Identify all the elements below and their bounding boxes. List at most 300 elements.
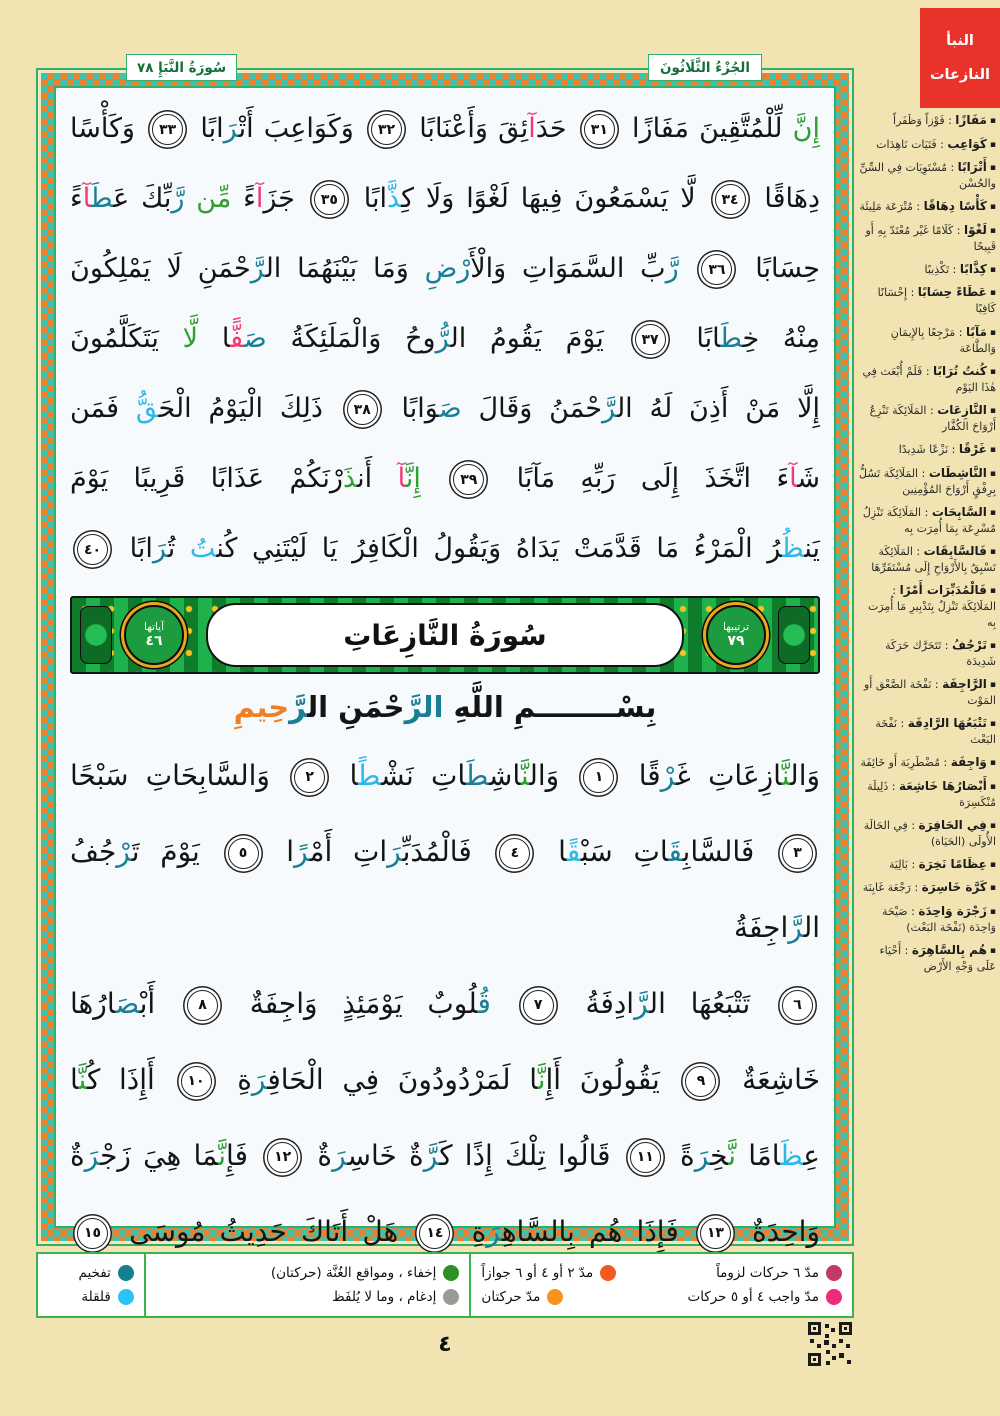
note-term: غَرْقًا bbox=[958, 441, 987, 456]
quran-text-segment: وَمَا بَيْنَهُمَا ال bbox=[265, 253, 425, 284]
quran-text-segment: عِ bbox=[803, 1139, 821, 1172]
legend-dot-icon bbox=[118, 1265, 134, 1281]
quran-text-segment: قَالُوا تِلْكَ إِذًا كَ bbox=[439, 1139, 623, 1172]
bullet-icon: ▪ bbox=[989, 946, 996, 957]
surah-order-label: ترتيبها bbox=[723, 620, 750, 633]
quran-line bbox=[70, 738, 820, 814]
quran-text-segment: اتِ سَبْ bbox=[580, 835, 669, 868]
verse-number-medallion: ٣١ bbox=[584, 114, 615, 145]
quran-line bbox=[70, 814, 820, 966]
quran-text-segment: نَّ bbox=[728, 1139, 737, 1172]
legend-dot-icon bbox=[547, 1289, 563, 1305]
quran-text-segment: رَ bbox=[152, 533, 168, 564]
note-separator: : bbox=[949, 262, 960, 276]
quran-text-segment: إِنَّ bbox=[405, 463, 421, 494]
quran-text-segment: ال bbox=[307, 690, 329, 724]
legend-row bbox=[156, 1289, 460, 1305]
bullet-icon: ▪ bbox=[989, 906, 996, 917]
quran-text-segment: رَّ bbox=[602, 393, 617, 424]
bullet-icon: ▪ bbox=[989, 468, 996, 479]
bullet-icon: ▪ bbox=[989, 163, 996, 174]
note-definition: أَحْيَاء عَلَى وَجْهِ الأَرْض bbox=[879, 944, 996, 974]
quran-text-segment: خَاشِعَةٌ bbox=[723, 1063, 821, 1096]
note-separator: : bbox=[926, 403, 938, 417]
side-tab-naziat-label: النازعات bbox=[929, 67, 991, 84]
quran-text-segment: اتِ أَمْ bbox=[309, 835, 388, 868]
margin-note bbox=[858, 778, 996, 811]
verse-number-medallion: ١٤ bbox=[419, 1218, 450, 1249]
note-separator: : bbox=[892, 583, 900, 597]
legend-label: مدّ ٦ حركات لزوماً bbox=[716, 1264, 819, 1281]
quran-line bbox=[70, 1118, 820, 1194]
note-definition: رَجْعَة غَابِنَة bbox=[862, 881, 911, 895]
legend-dot-icon bbox=[443, 1289, 459, 1305]
bullet-icon: ▪ bbox=[989, 116, 996, 126]
legend-row bbox=[481, 1265, 842, 1281]
quran-text-segment: صَ bbox=[115, 987, 140, 1020]
legend-entry bbox=[481, 1265, 616, 1281]
note-definition: نَفْخَة الصَّعْق أَو المَوْت bbox=[864, 677, 996, 707]
margin-note bbox=[858, 942, 996, 975]
legend-dot-icon bbox=[826, 1289, 842, 1305]
quran-text-segment: حْمَنُ وَقَالَ bbox=[461, 393, 603, 424]
bullet-icon: ▪ bbox=[989, 585, 996, 596]
surah-order-medallion bbox=[706, 605, 766, 665]
quran-text-segment: اتِ نَشْ bbox=[380, 759, 466, 792]
quran-text-segment: فَالْمُدَبِّ bbox=[402, 835, 493, 868]
quran-text-segment: فَمَن bbox=[70, 393, 136, 424]
quran-text-segment: ابًا bbox=[351, 183, 387, 214]
quran-line bbox=[70, 1042, 820, 1118]
bullet-icon: ▪ bbox=[989, 758, 996, 769]
legend-row bbox=[48, 1265, 134, 1281]
surah-name-tab-label: سُورَةُ النَّبَإِ ٧٨ bbox=[137, 59, 227, 76]
quran-text-segment: ءً bbox=[70, 183, 83, 214]
note-term: وَاجِفَة bbox=[950, 755, 987, 770]
margin-note bbox=[858, 402, 996, 435]
note-term: كَرَّة خَاسِرَة bbox=[921, 880, 987, 895]
margin-note bbox=[858, 112, 996, 129]
quran-text-segment: يَتَكَلَّمُونَ bbox=[70, 323, 183, 354]
note-term: النَّازِعَات bbox=[937, 402, 987, 417]
note-definition: نَفْخَة البَعْث bbox=[875, 716, 996, 746]
quran-text-segment: نَّ bbox=[218, 1139, 227, 1172]
quran-line bbox=[70, 304, 820, 374]
note-definition: صَيْحَة وَاحِدَة (نَفْخَة البَعْث) bbox=[881, 904, 996, 934]
quran-text-segment: مِنْهُ خِ bbox=[742, 323, 821, 354]
quran-text-segment: مِّن bbox=[184, 183, 232, 214]
bullet-icon: ▪ bbox=[989, 859, 996, 870]
note-separator: : bbox=[955, 325, 966, 339]
quran-text-segment: ابًا bbox=[672, 323, 721, 354]
margin-note bbox=[858, 198, 996, 215]
verse-number-medallion: ٣٦ bbox=[701, 254, 732, 285]
legend-label: إخفاء ، ومواقع الغُنَّة (حركتان) bbox=[270, 1264, 437, 1281]
quran-text-segment: ءَ اتَّخَذَ إِلَى رَبِّهِ مَآبًا bbox=[491, 463, 790, 494]
quran-text-segment bbox=[679, 253, 695, 284]
margin-definitions-column bbox=[858, 112, 996, 1252]
note-definition: المَلَائِكَة تَنْزِعُ أَرْوَاحَ الكُفَّار bbox=[869, 403, 996, 433]
quran-text-segment: تُ bbox=[167, 533, 190, 564]
qr-code bbox=[806, 1320, 854, 1368]
note-term: فَالسَّابِقَات bbox=[923, 543, 987, 558]
margin-note bbox=[858, 715, 996, 748]
juz-name-tab-label: الجُزْءُ الثَّلَاثُونَ bbox=[660, 59, 750, 76]
quran-text-segment: يَوْمَ يَقُومُ ال bbox=[450, 323, 628, 354]
quran-text-segment: وَالسَّابِحَاتِ سَبْحًا bbox=[70, 759, 288, 792]
note-separator: : bbox=[941, 638, 952, 652]
quran-text-segment: قُ bbox=[477, 987, 491, 1020]
quran-text-segment: رَ bbox=[486, 1215, 502, 1248]
note-separator: : bbox=[907, 904, 919, 918]
legend-dot-icon bbox=[118, 1289, 134, 1305]
legend-label: مدّ واجب ٤ أو ٥ حركات bbox=[687, 1289, 819, 1306]
quran-text-segment: قَ bbox=[668, 835, 683, 868]
quran-line bbox=[70, 514, 820, 584]
quran-text-segment: حْمَنِ bbox=[328, 690, 405, 724]
quran-text-segment: فَإِذَا هُم بِالسَّاهِ bbox=[501, 1215, 693, 1248]
quran-text-segment: رَ bbox=[332, 1139, 348, 1172]
note-definition: إِحْسَانًا كَافِيًا bbox=[877, 286, 996, 316]
quran-text-segment: طَ bbox=[465, 759, 489, 792]
bullet-icon: ▪ bbox=[989, 288, 996, 299]
surah-naba-text-block bbox=[70, 94, 820, 584]
note-definition: المَلَائِكَة تَنْزِلُ بِتَدْبِيرِ مَا أُمِرَت بِه bbox=[867, 599, 996, 629]
bullet-icon: ▪ bbox=[989, 507, 996, 518]
quran-text-segment: يَن bbox=[804, 533, 820, 564]
surah-order-value: ٧٩ bbox=[727, 632, 745, 649]
surah-title: سُورَةُ النَّازِعَاتِ bbox=[343, 618, 547, 652]
margin-note bbox=[858, 543, 996, 576]
note-separator: : bbox=[907, 818, 919, 832]
quran-text-segment: طً bbox=[358, 759, 381, 792]
quran-text-segment: فَالسَّابِ bbox=[682, 835, 776, 868]
surah-ayat-label: آياتها bbox=[144, 620, 165, 633]
note-separator: : bbox=[912, 200, 924, 214]
quran-text-segment: نَّ bbox=[537, 1063, 546, 1096]
legend-label: قلقلة bbox=[81, 1289, 111, 1306]
quran-text-segment: جُفُ ال bbox=[70, 835, 820, 944]
verse-number-medallion: ٣٥ bbox=[314, 184, 345, 215]
quran-text-segment: طَ bbox=[720, 323, 743, 354]
note-term: تَرْجُفُ bbox=[951, 637, 987, 652]
ornamental-border bbox=[41, 73, 849, 1248]
quran-text-segment: رَ bbox=[694, 1139, 711, 1172]
bullet-icon: ▪ bbox=[989, 327, 996, 338]
quran-text-segment: وَكَأْسًا bbox=[70, 113, 146, 144]
note-separator: : bbox=[922, 364, 934, 378]
quran-line bbox=[70, 966, 820, 1042]
margin-note bbox=[858, 676, 996, 709]
margin-note bbox=[858, 136, 996, 153]
note-separator: : bbox=[946, 161, 958, 175]
quran-text-segment: نَّ bbox=[781, 759, 791, 792]
note-term: تَتْبَعُهَا الرَّادِفَة bbox=[907, 715, 987, 730]
text-area bbox=[54, 86, 836, 1248]
quran-text-segment: رْنَكُمْ عَذَابًا قَرِيبًا يَوْمَ bbox=[70, 463, 343, 494]
quran-text-segment: حِسَابًا bbox=[739, 253, 821, 284]
quran-text-segment: رَ bbox=[251, 1063, 268, 1096]
margin-note bbox=[858, 754, 996, 771]
quran-text-segment: بِسْــــــــمِ اللَّهِ bbox=[443, 690, 657, 724]
verse-number-medallion: ١١ bbox=[630, 1142, 661, 1173]
verse-number-medallion: ٧ bbox=[523, 990, 554, 1021]
margin-note bbox=[858, 222, 996, 255]
legend-dot-icon bbox=[600, 1265, 616, 1281]
margin-note bbox=[858, 504, 996, 537]
note-term: كُنتُ تُرَابًا bbox=[933, 363, 987, 378]
bullet-icon: ▪ bbox=[989, 139, 996, 150]
quran-text-segment: رَّ bbox=[665, 253, 679, 284]
legend-entry bbox=[78, 1265, 133, 1281]
quran-text-segment: رْ bbox=[116, 835, 132, 868]
quran-text-segment: رَّ bbox=[423, 1139, 440, 1172]
quran-text-segment: وَال bbox=[790, 759, 821, 792]
verse-number-medallion: ١ bbox=[583, 762, 614, 793]
note-definition: ذَلِيلَة مُنْكَسِرَة bbox=[867, 779, 996, 809]
quran-text-segment: ةٌ bbox=[305, 1139, 333, 1172]
quran-text-segment: رْ bbox=[660, 759, 677, 792]
verse-number-medallion: ١٣ bbox=[700, 1218, 731, 1249]
verse-number-medallion: ٤٠ bbox=[77, 534, 108, 565]
juz-name-tab bbox=[648, 54, 762, 81]
legend-dot-icon bbox=[826, 1265, 842, 1281]
quran-text-segment bbox=[421, 463, 446, 494]
verse-number-medallion: ٣٣ bbox=[152, 114, 183, 145]
quran-text-segment: فًّ bbox=[230, 323, 244, 354]
note-term: عَطَاءً حِسَابًا bbox=[917, 285, 987, 300]
quran-text-segment: رَ bbox=[84, 1139, 101, 1172]
note-definition: تَتَحَرَّك حَرَكَة شَدِيدَة bbox=[885, 638, 996, 668]
quran-text-segment: دِهَاقًا bbox=[752, 183, 821, 214]
quran-text-segment: امًا bbox=[736, 1139, 781, 1172]
legend-label: مدّ حركتان bbox=[481, 1289, 541, 1306]
verse-number-medallion: ٩ bbox=[685, 1066, 716, 1097]
note-definition: بَالِيَة bbox=[888, 857, 908, 871]
note-separator: : bbox=[944, 114, 956, 127]
margin-note bbox=[858, 159, 996, 192]
quran-text-segment: بِّ السَّمَوَاتِ وَالْأَ bbox=[470, 253, 666, 284]
note-term: أَتْرَابًا bbox=[957, 160, 987, 175]
quran-text-segment: رَّ bbox=[289, 690, 308, 724]
verse-number-medallion: ٨ bbox=[187, 990, 218, 1021]
legend-row bbox=[481, 1289, 842, 1305]
quran-text-segment bbox=[491, 987, 516, 1020]
bullet-icon: ▪ bbox=[989, 444, 996, 455]
margin-note bbox=[858, 817, 996, 850]
quran-line bbox=[70, 164, 820, 234]
quran-text-segment: يَوْمَ تَ bbox=[131, 835, 221, 868]
quran-text-segment: ةٌ bbox=[70, 1139, 85, 1172]
ornament-knot-icon bbox=[778, 606, 810, 664]
bullet-icon: ▪ bbox=[989, 640, 996, 651]
quran-text-segment: ا bbox=[332, 759, 359, 792]
verse-number-medallion: ٣٢ bbox=[371, 114, 402, 145]
surah-header-band bbox=[70, 596, 820, 674]
margin-note bbox=[858, 637, 996, 670]
legend-dot-icon bbox=[443, 1265, 459, 1281]
legend-cell bbox=[144, 1254, 470, 1316]
quran-text-segment: آ bbox=[397, 463, 406, 494]
note-term: فَالْمُدَبِّرَات أَمْرًا bbox=[899, 582, 987, 597]
legend-cell bbox=[38, 1254, 144, 1316]
quran-text-segment: رُ الْمَرْءُ مَا قَدَّمَتْ يَدَاهُ وَيَقُولُ الْكَافِرُ يَا لَيْتَنِي كُن bbox=[216, 533, 783, 564]
verse-number-medallion: ٣٤ bbox=[715, 184, 746, 215]
quran-text-segment: ا لَمَرْدُودُونَ فِي الْحَافِ bbox=[267, 1063, 538, 1096]
quran-text-segment: ادِفَةُ bbox=[560, 987, 635, 1020]
bullet-icon: ▪ bbox=[989, 820, 996, 831]
verse-number-medallion: ٦ bbox=[782, 990, 813, 1021]
margin-note bbox=[858, 261, 996, 278]
margin-note bbox=[858, 284, 996, 317]
verse-number-medallion: ١٢ bbox=[267, 1142, 298, 1173]
quran-text-segment: آ bbox=[82, 183, 91, 214]
legend-cell bbox=[469, 1254, 852, 1316]
quran-text-segment: ظَ bbox=[780, 1139, 804, 1172]
verse-number-medallion: ١٥ bbox=[77, 1218, 108, 1249]
legend-label: تفخيم bbox=[78, 1264, 111, 1281]
verse-number-medallion: ٣٧ bbox=[635, 324, 666, 355]
quran-text-segment: ابًا bbox=[190, 113, 224, 144]
quran-line bbox=[70, 374, 820, 444]
verse-number-medallion: ٢ bbox=[294, 762, 325, 793]
note-separator: : bbox=[953, 223, 964, 237]
quran-text-segment: آ bbox=[789, 463, 798, 494]
quran-text-segment: ةِ bbox=[218, 1063, 252, 1096]
quran-text-segment: فَإِ bbox=[226, 1139, 261, 1172]
quran-text-segment: اشِ bbox=[488, 759, 521, 792]
quran-text-segment: قًا bbox=[621, 759, 661, 792]
quran-text-segment: وَاحِدَةٌ bbox=[737, 1215, 820, 1248]
note-definition: مُتْرَعَة مَلِيئَة bbox=[859, 200, 913, 214]
surah-naziat-text-block bbox=[70, 738, 820, 1270]
legend-entry bbox=[716, 1265, 842, 1281]
quran-line bbox=[70, 94, 820, 164]
quran-text-segment: رُّ bbox=[435, 323, 451, 354]
quran-text-segment: أَإِذَا كُ bbox=[86, 1063, 174, 1096]
basmala bbox=[70, 676, 820, 738]
quran-text-segment: نَّ bbox=[520, 759, 530, 792]
verse-number-medallion: ٣٩ bbox=[453, 464, 484, 495]
bullet-icon: ▪ bbox=[989, 225, 996, 236]
quran-text-segment: شَ bbox=[797, 463, 820, 494]
note-term: السَّابِحَات bbox=[931, 504, 987, 519]
note-separator: : bbox=[912, 544, 924, 558]
quran-text-segment: حِيمِ bbox=[233, 690, 290, 724]
quran-text-segment: اجِفَةُ bbox=[733, 911, 789, 944]
note-separator: : bbox=[940, 756, 951, 770]
note-definition: فَلَمْ أُبْعَث فِي هٰذَا اليَوْم bbox=[862, 364, 996, 394]
note-term: مَآبًا bbox=[965, 324, 987, 339]
legend-entry bbox=[687, 1289, 842, 1305]
quran-text-segment: رَ bbox=[223, 113, 239, 144]
quran-text-segment: صَ bbox=[243, 323, 267, 354]
page-frame bbox=[36, 68, 854, 1246]
quran-text-segment: مَا هِيَ زَجْ bbox=[100, 1139, 219, 1172]
tajweed-legend bbox=[36, 1252, 854, 1318]
quran-text-segment: لُوبٌ يَوْمَئِذٍ وَاجِفَةٌ bbox=[224, 987, 478, 1020]
note-definition: مَرْجِعًا بِالإِيمَانِ وَالطَّاعَة bbox=[890, 325, 996, 355]
quran-line bbox=[70, 444, 820, 514]
verse-number-medallion: ١٠ bbox=[181, 1066, 212, 1097]
quran-text-segment: جَزَ bbox=[263, 183, 307, 214]
quran-text-segment: ابًا bbox=[115, 533, 153, 564]
quran-text-segment: رَ bbox=[387, 835, 403, 868]
quran-text-segment: خِ bbox=[710, 1139, 729, 1172]
legend-entry bbox=[332, 1289, 459, 1305]
surah-ayat-value: ٤٦ bbox=[145, 632, 163, 649]
quran-text-segment: ارُهَا bbox=[70, 987, 116, 1020]
quran-text-segment: ا bbox=[70, 1063, 79, 1096]
note-definition: المَلَائِكَة تَسُلُّ بِرِفْقٍ أَرْوَاحَ المُؤْمِنِين bbox=[859, 466, 996, 496]
note-definition: كَلَامًا غَيْر مُعْتَدّ بِهِ أَو قَبِيحًا bbox=[865, 223, 996, 253]
bullet-icon: ▪ bbox=[989, 546, 996, 557]
quran-text-segment: يَقُولُونَ أَإِ bbox=[545, 1063, 679, 1096]
note-separator: : bbox=[918, 466, 929, 480]
note-separator: : bbox=[931, 677, 943, 691]
note-term: فِي الحَافِرَة bbox=[918, 817, 987, 832]
legend-label: مدّ ٢ أو ٤ أو ٦ جوازاً bbox=[481, 1264, 594, 1281]
page-number: ٤ bbox=[438, 1332, 452, 1357]
note-definition: نَزْعًا شَدِيدًا bbox=[898, 442, 949, 456]
note-separator: : bbox=[936, 137, 948, 151]
margin-note bbox=[858, 879, 996, 896]
note-definition: فِي الحَالَة الأُولَى (الحَيَاة) bbox=[863, 818, 996, 848]
margin-note bbox=[858, 856, 996, 873]
quran-text-segment: رْضِ bbox=[424, 253, 471, 284]
legend-row bbox=[156, 1265, 460, 1281]
quran-text-segment: تُ bbox=[189, 533, 217, 564]
note-term: كِذَّابًا bbox=[959, 261, 987, 276]
quran-line bbox=[70, 234, 820, 304]
quran-text-segment: حَدَ bbox=[535, 113, 577, 144]
note-term: عِظَامًا نَخِرَة bbox=[918, 856, 987, 871]
quran-text-segment: رَّ bbox=[250, 253, 266, 284]
note-separator: : bbox=[907, 857, 919, 871]
legend-entry bbox=[481, 1289, 563, 1305]
quran-text-segment: بِّكَ عَ bbox=[113, 183, 172, 214]
quran-text-segment: وَابًا bbox=[384, 393, 439, 424]
quran-text-segment: رَّ bbox=[634, 987, 650, 1020]
surah-ayat-medallion bbox=[124, 605, 184, 665]
note-term: النَّاشِطَات bbox=[928, 465, 987, 480]
quran-text-segment: ا bbox=[537, 835, 567, 868]
legend-entry bbox=[271, 1265, 460, 1281]
note-definition: تَكْذِيبًا bbox=[924, 262, 950, 276]
surah-index-tab bbox=[920, 8, 1000, 108]
note-definition: المَلَائِكَة تَسْبِقُ بِالأَرْوَاحِ إِلَى مُسْتَقَرِّهَا bbox=[871, 544, 996, 574]
bullet-icon: ▪ bbox=[989, 781, 996, 792]
quran-text-segment: وَال bbox=[529, 759, 577, 792]
quran-text-segment: حْمَنِ لَا يَمْلِكُونَ bbox=[70, 253, 251, 284]
quran-text-segment: ئِقَ وَأَعْنَابًا bbox=[408, 113, 529, 144]
quran-text-segment: نَّ bbox=[78, 1063, 87, 1096]
quran-text-segment: ا bbox=[198, 323, 231, 354]
bullet-icon: ▪ bbox=[989, 679, 996, 690]
bullet-icon: ▪ bbox=[989, 202, 996, 213]
note-term: أَبْصَارُهَا خَاشِعَة bbox=[899, 778, 987, 793]
quran-text-segment: وحُ وَالْمَلَئِكَةُ bbox=[266, 323, 436, 354]
note-separator: : bbox=[948, 442, 959, 456]
surah-name-tab bbox=[126, 54, 237, 81]
quran-text-segment: الرَّ bbox=[404, 690, 444, 724]
quran-text-segment: ةً bbox=[667, 1139, 695, 1172]
note-term: كَأْسًا دِهَاقًا bbox=[923, 199, 987, 214]
legend-row bbox=[48, 1289, 134, 1305]
quran-text-segment: ظُ bbox=[782, 533, 805, 564]
note-term: مَفَازًا bbox=[955, 113, 987, 127]
surah-title-cartouche bbox=[206, 603, 684, 667]
